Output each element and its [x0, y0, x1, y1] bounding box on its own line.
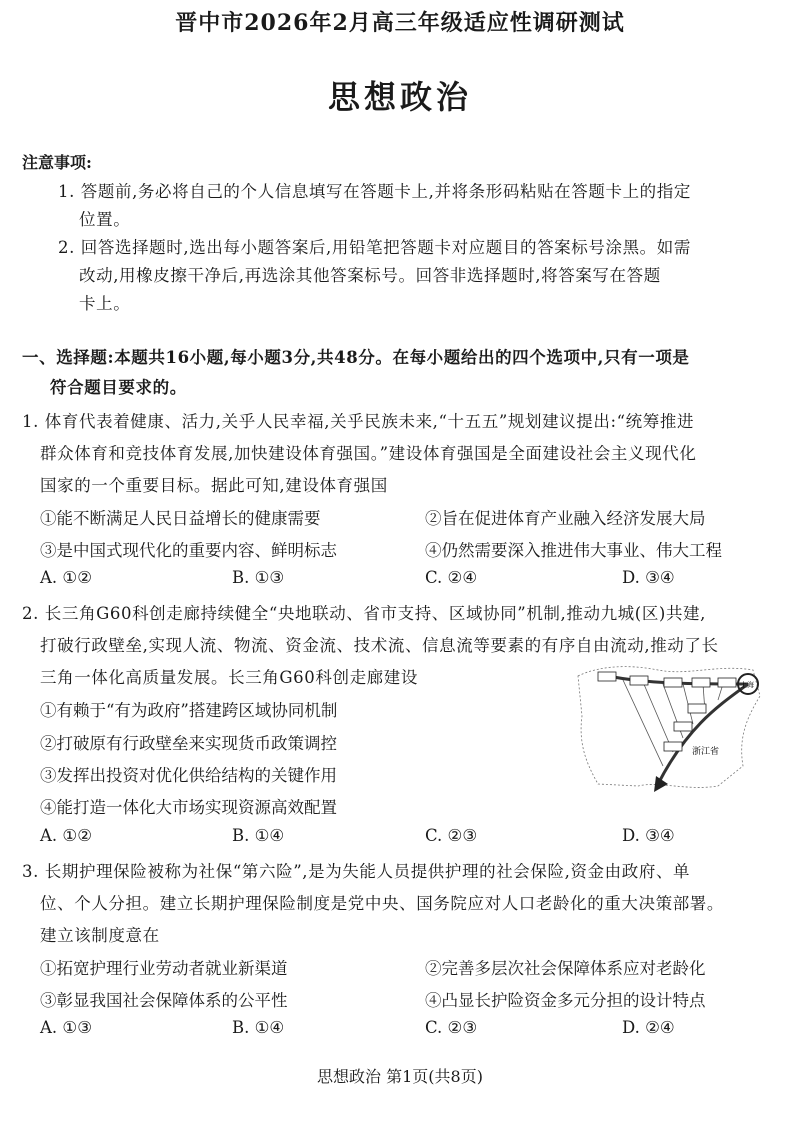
- g60-corridor-map: [568, 656, 768, 796]
- question-2-stem: 2. 长三角G60科创走廊持续健全“央地联动、省市支持、区域协同”机制,推动九城(区)共建,: [22, 604, 706, 623]
- page-footer: 思想政治 第1页(共8页): [317, 1067, 483, 1086]
- exam-title: 晋中市2026年2月高三年级适应性调研测试: [175, 10, 625, 36]
- question-1-item: ③是中国式现代化的重要内容、鲜明标志: [40, 541, 337, 560]
- question-3-item: ④凸显长护险资金多元分担的设计特点: [425, 991, 706, 1010]
- question-3-option-a[interactable]: A. ①③: [40, 1018, 92, 1037]
- question-1-item: ①能不断满足人民日益增长的健康需要: [40, 509, 321, 528]
- question-2-item: ③发挥出投资对优化供给结构的关键作用: [40, 766, 337, 785]
- question-2-stem: 打破行政壁垒,实现人流、物流、资金流、技术流、信息流等要素的有序自由流动,推动了长: [40, 636, 719, 655]
- note-line: 2. 回答选择题时,选出每小题答案后,用铅笔把答题卡对应题目的答案标号涂黑。如需: [58, 238, 691, 257]
- question-3-option-d[interactable]: D. ②④: [622, 1018, 675, 1037]
- question-3-item: ①拓宽护理行业劳动者就业新渠道: [40, 959, 288, 978]
- question-3-stem: 3. 长期护理保险被称为社保“第六险”,是为失能人员提供护理的社会保险,资金由政府、单: [22, 862, 691, 881]
- map-label-shanghai: 上海: [740, 682, 754, 689]
- map-label-zhejiang: 浙江省: [692, 746, 720, 756]
- question-1-item: ②旨在促进体育产业融入经济发展大局: [425, 509, 706, 528]
- question-2-option-b[interactable]: B. ①④: [232, 826, 285, 845]
- question-2-item: ④能打造一体化大市场实现资源高效配置: [40, 798, 337, 817]
- question-3-item: ②完善多层次社会保障体系应对老龄化: [425, 959, 706, 978]
- note-line: 1. 答题前,务必将自己的个人信息填写在答题卡上,并将条形码粘贴在答题卡上的指定: [58, 182, 691, 201]
- question-2-option-c[interactable]: C. ②③: [425, 826, 478, 845]
- question-1-stem: 1. 体育代表着健康、活力,关乎人民幸福,关乎民族未来,“十五五”规划建议提出:“统筹推进: [22, 412, 695, 431]
- question-1-stem: 群众体育和竞技体育发展,加快建设体育强国。”建设体育强国是全面建设社会主义现代化: [40, 444, 697, 463]
- section-heading: 一、选择题:本题共16小题,每小题3分,共48分。在每小题给出的四个选项中,只有一项是: [22, 348, 690, 367]
- note-line: 改动,用橡皮擦干净后,再选涂其他答案标号。回答非选择题时,将答案写在答题: [79, 266, 661, 285]
- question-1-option-a[interactable]: A. ①②: [40, 568, 92, 587]
- corridor-lower-band: [658, 684, 748, 784]
- question-3-stem: 建立该制度意在: [40, 926, 160, 945]
- question-3-stem: 位、个人分担。建立长期护理保险制度是党中央、国务院应对人口老龄化的重大决策部署。: [40, 894, 724, 913]
- question-2-item: ①有赖于“有为政府”搭建跨区域协同机制: [40, 701, 338, 720]
- question-3-option-b[interactable]: B. ①④: [232, 1018, 285, 1037]
- question-1-option-b[interactable]: B. ①③: [232, 568, 285, 587]
- question-1-option-d[interactable]: D. ③④: [622, 568, 675, 587]
- subject-title: 思想政治: [327, 78, 472, 116]
- question-1-stem: 国家的一个重要目标。据此可知,建设体育强国: [40, 476, 388, 495]
- note-line: 位置。: [79, 210, 131, 229]
- question-2-item: ②打破原有行政壁垒来实现货币政策调控: [40, 734, 337, 753]
- question-1-item: ④仍然需要深入推进伟大事业、伟大工程: [425, 541, 722, 560]
- question-2-option-a[interactable]: A. ①②: [40, 826, 92, 845]
- question-3-item: ③彰显我国社会保障体系的公平性: [40, 991, 288, 1010]
- section-heading-cont: 符合题目要求的。: [50, 378, 187, 397]
- question-2-option-d[interactable]: D. ③④: [622, 826, 675, 845]
- note-line: 卡上。: [79, 294, 131, 313]
- question-2-stem: 三角一体化高质量发展。长三角G60科创走廊建设: [40, 668, 418, 687]
- question-1-option-c[interactable]: C. ②④: [425, 568, 478, 587]
- notes-heading: 注意事项:: [22, 153, 92, 172]
- question-3-option-c[interactable]: C. ②③: [425, 1018, 478, 1037]
